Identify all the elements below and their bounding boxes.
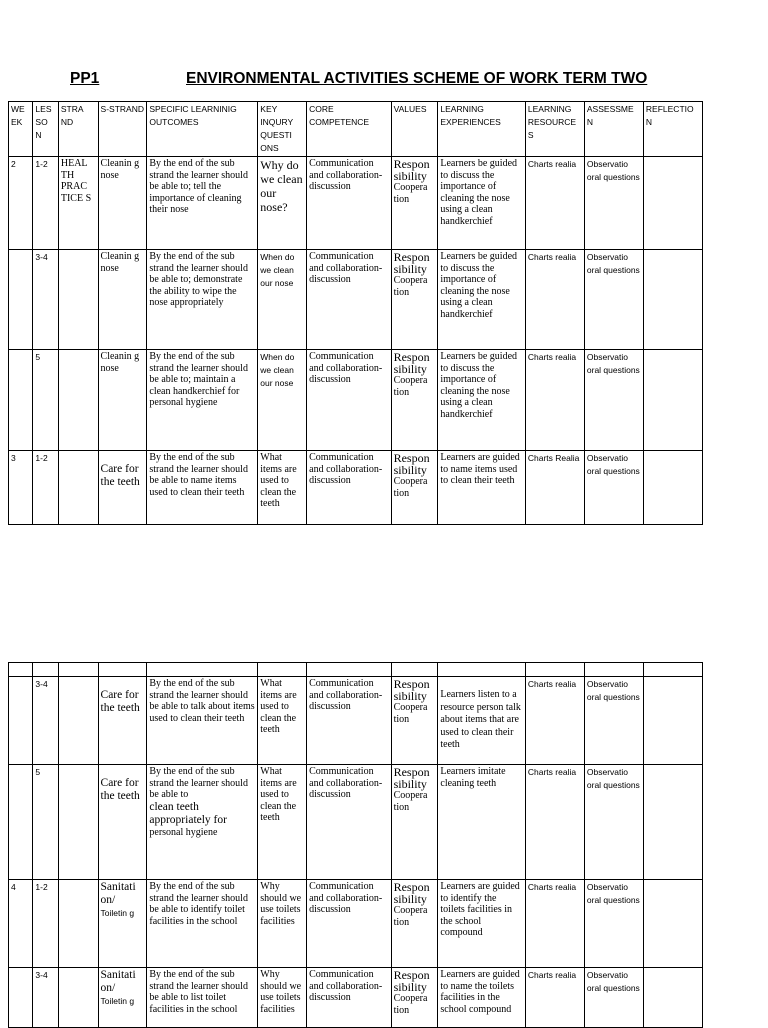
cell-competence: Communication and collaboration-discussion [307,250,391,350]
cell-values [391,157,438,250]
sub-strand-line-2: Toiletin g [100,996,135,1006]
cell-experience: Learners are guided to name items used to clean their teeth [438,451,526,525]
value-cooperation: Coopera tion [393,702,428,725]
table-header-row [9,102,703,157]
page-title [0,70,768,92]
cell-lesson: 5 [33,350,58,451]
cell-resources: Charts realia [525,157,584,250]
value-responsibility: Respon sibility [393,677,430,703]
cell-lesson: 1-2 [33,157,58,250]
cell-week [9,765,33,880]
cell-question: What items are used to clean the teeth [258,765,307,880]
cell-strand [58,880,98,968]
value-cooperation: Coopera tion [393,993,428,1016]
cell-outcome: By the end of the sub strand the learner should be able to name items used to clean their teeth [147,451,258,525]
cell-reflection [643,350,702,451]
cell-competence: Communication and collaboration-discussion [307,677,391,765]
cell-resources: Charts realia [525,350,584,451]
cell-strand [58,350,98,451]
header-outcomes: SPECIFIC LEARNINIG OUTCOMES [147,102,258,157]
table-row [9,880,703,968]
cell-lesson: 1-2 [33,451,58,525]
cell-competence: Communication and collaboration-discussion [307,350,391,451]
cell-strand [58,250,98,350]
cell-question: Why do we clean our nose? [258,157,307,250]
cell-sub-strand [98,880,147,968]
cell-reflection [643,451,702,525]
cell-values [391,968,438,1028]
value-responsibility: Respon sibility [393,765,430,791]
cell-strand [58,451,98,525]
cell-assessment: Observatio oral questions [584,677,643,765]
cell-strand [58,968,98,1028]
sub-strand-line-1: Sanitati on/ [100,969,136,994]
cell-assessment: Observatio oral questions [584,157,643,250]
cell-experience: Learners be guided to discuss the importance of cleaning the nose using a clean handkerchief [438,157,526,250]
table-header-row [9,663,703,677]
cell-sub-strand: Cleanin g nose [98,350,147,451]
cell-question: Why should we use toilets facilities [258,968,307,1028]
cell-outcome [147,765,258,880]
cell-week: 4 [9,880,33,968]
cell-assessment: Observatio oral questions [584,880,643,968]
cell-assessment: Observatio oral questions [584,451,643,525]
cell-resources: Charts Realia [525,451,584,525]
cell-week [9,250,33,350]
table-row [9,968,703,1028]
document-title: ENVIRONMENTAL ACTIVITIES SCHEME OF WORK TERM TWO [186,70,648,87]
cell-sub-strand: Care for the teeth [98,765,147,880]
cell-sub-strand: Care for the teeth [98,677,147,765]
cell-values [391,250,438,350]
cell-experience: Learners be guided to discuss the importance of cleaning the nose using a clean handkerchief [438,250,526,350]
cell-values [391,880,438,968]
cell-question: Why should we use toilets facilities [258,880,307,968]
cell-competence: Communication and collaboration-discussion [307,880,391,968]
cell-question: What items are used to clean the teeth [258,451,307,525]
cell-strand [58,677,98,765]
table-row [9,677,703,765]
cell-lesson: 3-4 [33,968,58,1028]
value-responsibility: Respon sibility [393,451,430,477]
cell-week [9,350,33,451]
cell-resources: Charts realia [525,968,584,1028]
cell-assessment: Observatio oral questions [584,350,643,451]
cell-competence: Communication and collaboration-discussion [307,157,391,250]
outcome-line-3: personal hygiene [149,826,218,838]
cell-lesson: 5 [33,765,58,880]
cell-week [9,677,33,765]
header-assessment: ASSESSME N [584,102,643,157]
cell-strand: HEAL TH PRAC TICE S [58,157,98,250]
value-responsibility: Respon sibility [393,880,430,906]
cell-reflection [643,880,702,968]
table-row [9,350,703,451]
cell-lesson: 3-4 [33,250,58,350]
cell-strand [58,765,98,880]
cell-resources: Charts realia [525,250,584,350]
cell-resources: Charts realia [525,765,584,880]
cell-sub-strand [98,968,147,1028]
cell-reflection [643,765,702,880]
outcome-line-1: By the end of the sub strand the learner should be able to [149,766,248,800]
cell-competence: Communication and collaboration-discussion [307,765,391,880]
cell-competence: Communication and collaboration-discussion [307,451,391,525]
cell-values [391,451,438,525]
cell-outcome: By the end of the sub strand the learner should be able to; tell the importance of cleaning their nose [147,157,258,250]
header-learning-experiences: LEARNING EXPERIENCES [438,102,526,157]
header-lesson: LES SO N [33,102,58,157]
header-values: VALUES [391,102,438,157]
cell-week: 3 [9,451,33,525]
cell-assessment: Observatio oral questions [584,968,643,1028]
cell-values [391,677,438,765]
header-sub-strand: S-STRAND [98,102,147,157]
value-responsibility: Respon sibility [393,250,430,276]
cell-reflection [643,157,702,250]
cell-lesson: 1-2 [33,880,58,968]
sub-strand-line-2: Toiletin g [100,908,135,918]
header-key-inquiry: KEY INQURY QUESTI ONS [258,102,307,157]
cell-reflection [643,250,702,350]
cell-experience: Learners are guided to name the toilets facilities in the school compound [438,968,526,1028]
value-cooperation: Coopera tion [393,375,428,398]
header-reflection: REFLECTIO N [643,102,702,157]
value-cooperation: Coopera tion [393,275,428,298]
table-row [9,765,703,880]
cell-values [391,765,438,880]
cell-experience: Learners listen to a resource person talk about items that are used to clean their teeth [438,677,526,765]
table-row [9,157,703,250]
outcome-line-2: clean teeth appropriately for [149,800,227,826]
header-core-competence: CORE COMPETENCE [307,102,391,157]
cell-outcome: By the end of the sub strand the learner should be able to talk about items used to clean their teeth [147,677,258,765]
cell-sub-strand: Care for the teeth [98,451,147,525]
scheme-table-page-1 [8,101,703,525]
cell-resources: Charts realia [525,880,584,968]
cell-question: When do we clean our nose [258,250,307,350]
cell-sub-strand: Cleanin g nose [98,157,147,250]
cell-sub-strand: Cleanin g nose [98,250,147,350]
scheme-table-page-2 [8,662,703,1028]
table-row [9,250,703,350]
cell-question: What items are used to clean the teeth [258,677,307,765]
cell-experience: Learners be guided to discuss the importance of cleaning the nose using a clean handkerchief [438,350,526,451]
value-responsibility: Respon sibility [393,350,430,376]
cell-resources: Charts realia [525,677,584,765]
value-cooperation: Coopera tion [393,905,428,928]
cell-week [9,968,33,1028]
cell-outcome: By the end of the sub strand the learner should be able to; maintain a clean handkerchief for personal hygiene [147,350,258,451]
cell-question: When do we clean our nose [258,350,307,451]
cell-assessment: Observatio oral questions [584,765,643,880]
table-row [9,451,703,525]
value-responsibility: Respon sibility [393,968,430,994]
header-learning-resources: LEARNING RESOURCE S [525,102,584,157]
cell-competence: Communication and collaboration-discussion [307,968,391,1028]
cell-assessment: Observatio oral questions [584,250,643,350]
class-label: PP1 [70,70,100,87]
cell-values [391,350,438,451]
cell-reflection [643,968,702,1028]
cell-lesson: 3-4 [33,677,58,765]
cell-outcome: By the end of the sub strand the learner should be able to; demonstrate the ability to wipe the nose appropriately [147,250,258,350]
cell-reflection [643,677,702,765]
sub-strand-line-1: Sanitati on/ [100,881,136,906]
header-strand: STRA ND [58,102,98,157]
cell-outcome: By the end of the sub strand the learner should be able to identify toilet facilities in the school [147,880,258,968]
value-cooperation: Coopera tion [393,476,428,499]
value-responsibility: Respon sibility [393,157,430,183]
cell-outcome: By the end of the sub strand the learner should be able to list toilet facilities in the school [147,968,258,1028]
cell-experience: Learners are guided to identify the toilets facilities in the school compound [438,880,526,968]
cell-experience: Learners imitate cleaning teeth [438,765,526,880]
value-cooperation: Coopera tion [393,790,428,813]
cell-week: 2 [9,157,33,250]
header-week: WE EK [9,102,33,157]
value-cooperation: Coopera tion [393,182,428,205]
